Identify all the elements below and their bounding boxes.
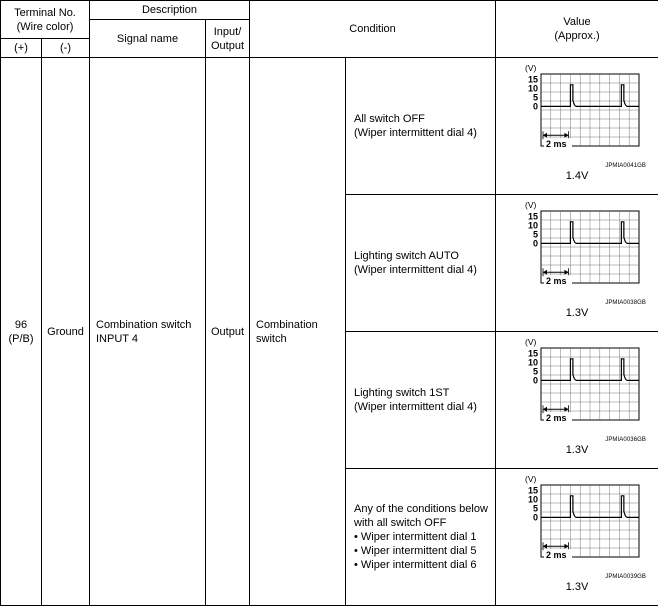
condition-4-line2: with all switch OFF [354, 517, 447, 529]
condition-group-cell [250, 58, 346, 606]
value-cell-3 [496, 332, 658, 469]
time-division-label: 2 ms [546, 413, 567, 424]
condition-cell-4 [346, 469, 496, 606]
y-tick-label: 15 [528, 211, 539, 222]
signal-name-line2: INPUT 4 [96, 332, 138, 345]
y-tick-label: 10 [528, 220, 539, 231]
condition-group-line2: switch [256, 332, 287, 345]
time-division-label: 2 ms [546, 139, 567, 150]
list-item: • Wiper intermittent dial 1 [354, 531, 477, 543]
y-axis-unit-label: (V) [525, 63, 537, 73]
condition-cell-1 [346, 58, 496, 195]
io-cell: Output [206, 58, 250, 606]
figure-code: JPMIA0039GB [605, 574, 647, 580]
terminal-wire-color: (P/B) [8, 332, 34, 345]
input-label: Input/ [213, 25, 242, 38]
condition-3-line1: Lighting switch 1ST [354, 387, 450, 399]
output-label: Output [210, 39, 245, 52]
y-tick-label: 0 [533, 238, 539, 249]
value-label: Value [563, 16, 591, 28]
y-axis-unit-label: (V) [525, 200, 537, 210]
minus-header: (-) [42, 39, 90, 58]
y-tick-label: 5 [533, 503, 539, 514]
input-output-header [206, 20, 250, 58]
y-tick-label: 15 [528, 348, 539, 359]
y-tick-label: 5 [533, 366, 539, 377]
oscilloscope-chart [511, 62, 643, 162]
signal-name-header: Signal name [90, 20, 206, 58]
condition-cell-3 [346, 332, 496, 469]
condition-4-bullets [354, 530, 491, 572]
condition-header: Condition [250, 1, 496, 58]
terminal-no-header [1, 1, 90, 39]
voltage-value: 1.3V [565, 307, 589, 319]
terminal-minus-cell: Ground [42, 58, 90, 606]
y-tick-label: 0 [533, 375, 539, 386]
value-header [496, 1, 658, 58]
y-tick-label: 10 [528, 357, 539, 368]
condition-group-line1: Combination [256, 318, 318, 331]
value-cell-1 [496, 58, 658, 195]
oscilloscope-chart [511, 336, 643, 436]
time-division-label: 2 ms [546, 550, 567, 561]
terminal-plus-cell [1, 58, 42, 606]
figure-code: JPMIA0038GB [605, 300, 647, 306]
wire-color-label: (Wire color) [16, 20, 74, 33]
approx-label: (Approx.) [554, 30, 600, 42]
voltage-value: 1.3V [565, 444, 589, 456]
description-header: Description [90, 1, 250, 20]
terminal-no-label: Terminal No. [14, 6, 76, 19]
y-tick-label: 5 [533, 229, 539, 240]
oscilloscope-chart [511, 199, 643, 299]
terminal-number: 96 [14, 318, 28, 331]
voltage-value: 1.3V [565, 581, 589, 593]
oscilloscope-chart [511, 473, 643, 573]
condition-4-line1: Any of the conditions below [354, 503, 488, 515]
y-tick-label: 10 [528, 494, 539, 505]
y-tick-label: 15 [528, 74, 539, 85]
signal-name-line1: Combination switch [96, 318, 192, 331]
list-item: • Wiper intermittent dial 6 [354, 559, 477, 571]
condition-cell-2 [346, 195, 496, 332]
plus-header: (+) [1, 39, 42, 58]
y-tick-label: 0 [533, 101, 539, 112]
condition-2-line1: Lighting switch AUTO [354, 250, 459, 262]
condition-1-line2: (Wiper intermittent dial 4) [354, 127, 477, 139]
time-division-label: 2 ms [546, 276, 567, 287]
y-axis-unit-label: (V) [525, 474, 537, 484]
voltage-value: 1.4V [565, 170, 589, 182]
signal-name-cell [90, 58, 206, 606]
value-cell-4 [496, 469, 658, 606]
condition-3-line2: (Wiper intermittent dial 4) [354, 401, 477, 413]
y-tick-label: 10 [528, 83, 539, 94]
value-cell-2 [496, 195, 658, 332]
y-tick-label: 0 [533, 512, 539, 523]
y-axis-unit-label: (V) [525, 337, 537, 347]
condition-2-line2: (Wiper intermittent dial 4) [354, 264, 477, 276]
y-tick-label: 15 [528, 485, 539, 496]
list-item: • Wiper intermittent dial 5 [354, 545, 477, 557]
figure-code: JPMIA0041GB [605, 163, 647, 169]
condition-1-line1: All switch OFF [354, 113, 425, 125]
figure-code: JPMIA0036GB [605, 437, 647, 443]
y-tick-label: 5 [533, 92, 539, 103]
